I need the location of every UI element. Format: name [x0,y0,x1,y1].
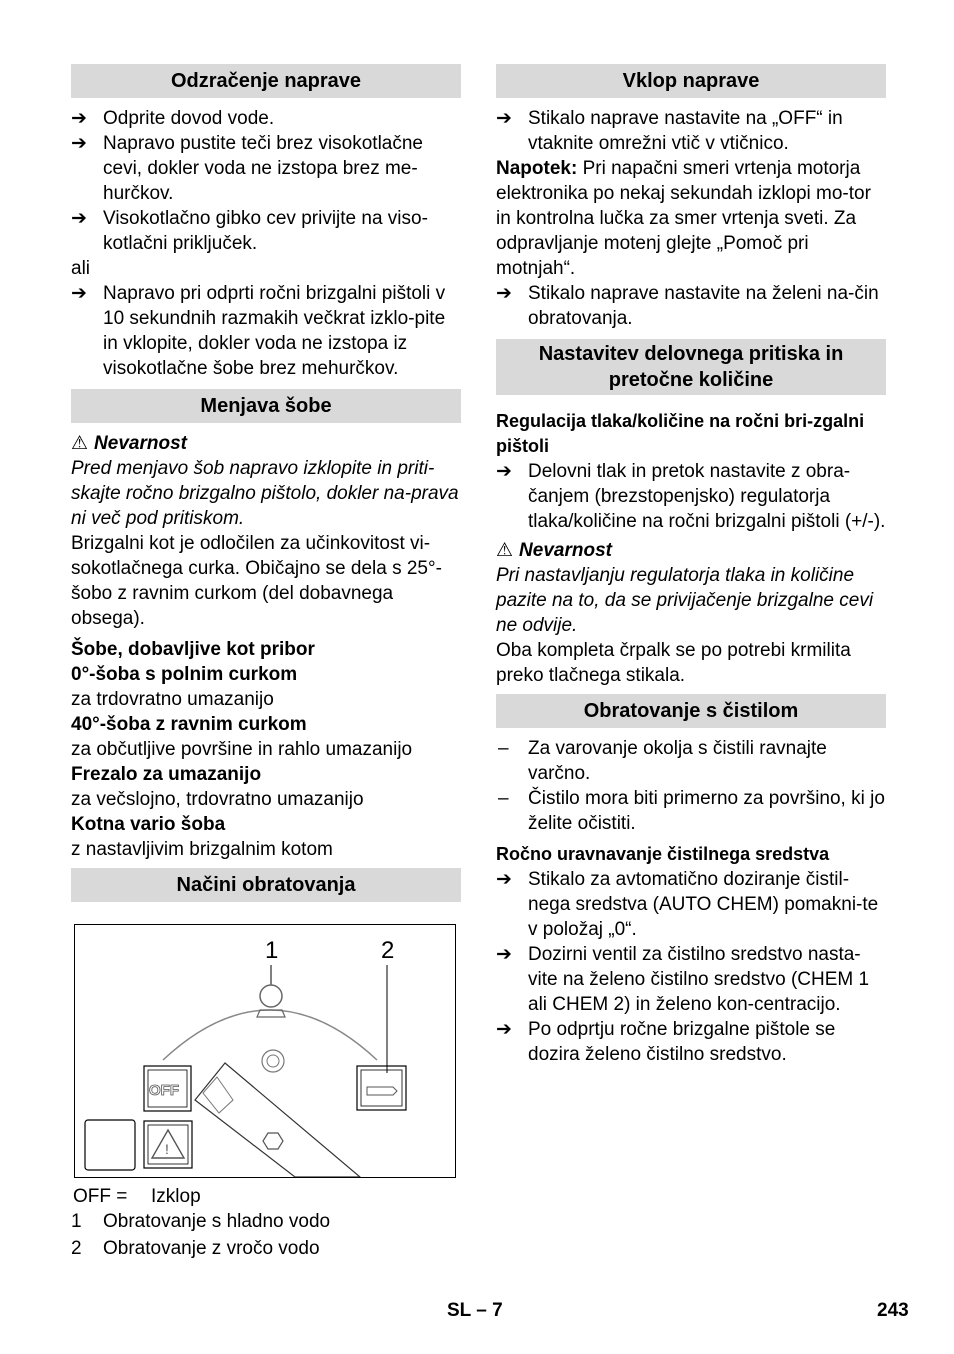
arrow-right-icon: ➔ [71,108,87,129]
legend-row: 2 Obratovanje z vročo vodo [71,1238,320,1259]
warning-triangle-icon: ⚠ [496,540,514,561]
danger-label: ⚠ Nevarnost [496,540,612,561]
indicator-light-icon [262,1050,284,1072]
legend-row: 1 Obratovanje s hladno vodo [71,1211,331,1232]
danger-text: Pri nastavljanju regulatorja tlaka in količine pazite na to, da se privijačenje brizgalne cevi ne odvije. [496,565,874,636]
page-number: 243 [877,1300,909,1321]
hot-water-symbol [357,1066,406,1110]
arrow-right-icon: ➔ [71,133,87,154]
accessory-desc: z nastavljivim brizgalnim kotom [71,839,333,860]
accessory-name: Kotna vario šoba [71,814,226,835]
step-item: ➔ Stikalo naprave nastavite na želeni na-čin obratovanja. [496,283,879,329]
section-heading-bleeding: Odzračenje naprave [71,64,461,98]
step-item: ➔ Delovni tlak in pretok nastavite z obra-čanjem (brezstopenjsko) regulatorja tlaka/količine na ročni brizgalni pištoli (+/-). [496,461,886,532]
left-column [71,64,461,1261]
section-heading-operating-modes: Načini obratovanja [71,868,461,902]
step-item: ➔ Stikalo za avtomatično doziranje čistil-nega sredstva (AUTO CHEM) pomakni-te v položaj „0“. [496,869,879,940]
accessory-title: Šobe, dobavljive kot pribor [71,639,315,660]
arrow-right-icon: ➔ [496,283,512,304]
off-symbol-text: OFF [149,1082,179,1099]
switch-diagram [74,924,456,1178]
arrow-right-icon: ➔ [496,461,512,482]
arrow-right-icon: ➔ [496,1019,512,1040]
switch-diagram-svg [75,925,455,1177]
danger-text: Pred menjavo šob napravo izklopite in priti-skajte ročno brizgalno pištolo, dokler na-prava ni več pod pritiskom. [71,458,459,529]
arrow-right-icon: ➔ [496,869,512,890]
step-item: ➔ Visokotlačno gibko cev privijte na viso-kotlačni priključek. [71,208,428,254]
accessory-name: 40°-šoba z ravnim curkom [71,714,307,735]
danger-label: ⚠ Nevarnost [71,433,187,454]
blank-symbol [85,1120,135,1170]
step-item: ➔ Napravo pri odprti ročni brizgalni pištoli v 10 sekundnih razmakih večkrat izklo-pite in vklopite, dokler voda ne izstopa iz visokotlačne šobe brez mehurčkov. [71,283,446,379]
list-item: – Čistilo mora biti primerno za površino, ki jo želite očistiti. [498,788,885,834]
section-heading-nozzle-change: Menjava šobe [71,389,461,423]
or-text: ali [71,258,91,279]
accessory-desc: za trdovratno umazanijo [71,689,274,710]
accessory-desc: za občutljive površine in rahlo umazanijo [71,739,413,760]
step-item: ➔ Odprite dovod vode. [71,108,275,129]
step-item: ➔ Dozirni ventil za čistilno sredstvo nasta-vite na želeno čistilno sredstvo (CHEM 1 ali CHEM 2) in želeno kon-centracijo. [496,944,870,1015]
diagram-label-2: 2 [381,937,395,964]
accessory-name: 0°-šoba s polnim curkom [71,664,298,685]
right-column [496,64,886,1067]
paragraph: Brizgalni kot je odločilen za učinkovitost vi-sokotlačnega curka. Običajno se dela s 25°-šobo z ravnim curkom (del dobavnega obsega). [71,533,442,629]
step-item: ➔ Napravo pustite teči brez visokotlačne cevi, dokler voda ne izstopa brez me-hurčkov. [71,133,423,204]
arrow-right-icon: ➔ [71,208,87,229]
arrow-right-icon: ➔ [71,283,87,304]
step-item: ➔ Stikalo naprave nastavite na „OFF“ in vtaknite omrežni vtič v vtičnico. [496,108,843,154]
section-heading-switch-on: Vklop naprave [496,64,886,98]
section-heading-detergent: Obratovanje s čistilom [496,694,886,728]
paragraph: Oba kompleta črpalk se po potrebi krmilita preko tlačnega stikala. [496,640,851,686]
accessory-desc: za večslojno, trdovratno umazanijo [71,789,364,810]
page-footer-language: SL – 7 [447,1300,503,1321]
note-paragraph: Napotek: Pri napačni smeri vrtenja motorja elektronika po nekaj sekundah izklopi mo-tor in kontrolna lučka za smer vrtenja sveti. Za odpravljanje motenj glejte „Pomoč pri motnjah“. [496,158,871,279]
accessory-name: Frezalo za umazanijo [71,764,262,785]
warning-triangle-icon: ⚠ [71,433,89,454]
legend-row: OFF = Izklop [73,1186,201,1207]
subheading: Regulacija tlaka/količine na ročni bri-zgalni pištoli [496,411,865,456]
subheading: Ročno uravnavanje čistilnega sredstva [496,844,830,864]
arrow-right-icon: ➔ [496,108,512,129]
svg-text:!: ! [165,1141,169,1157]
section-heading-pressure: Nastavitev delovnega pritiska in pretočne količine [496,339,886,395]
arrow-right-icon: ➔ [496,944,512,965]
cold-water-icon [260,985,282,1007]
diagram-label-1: 1 [265,937,279,964]
list-item: – Za varovanje okolja s čistili ravnajte varčno. [498,738,827,784]
step-item: ➔ Po odprtju ročne brizgalne pištole se dozira želeno čistilno sredstvo. [496,1019,836,1065]
